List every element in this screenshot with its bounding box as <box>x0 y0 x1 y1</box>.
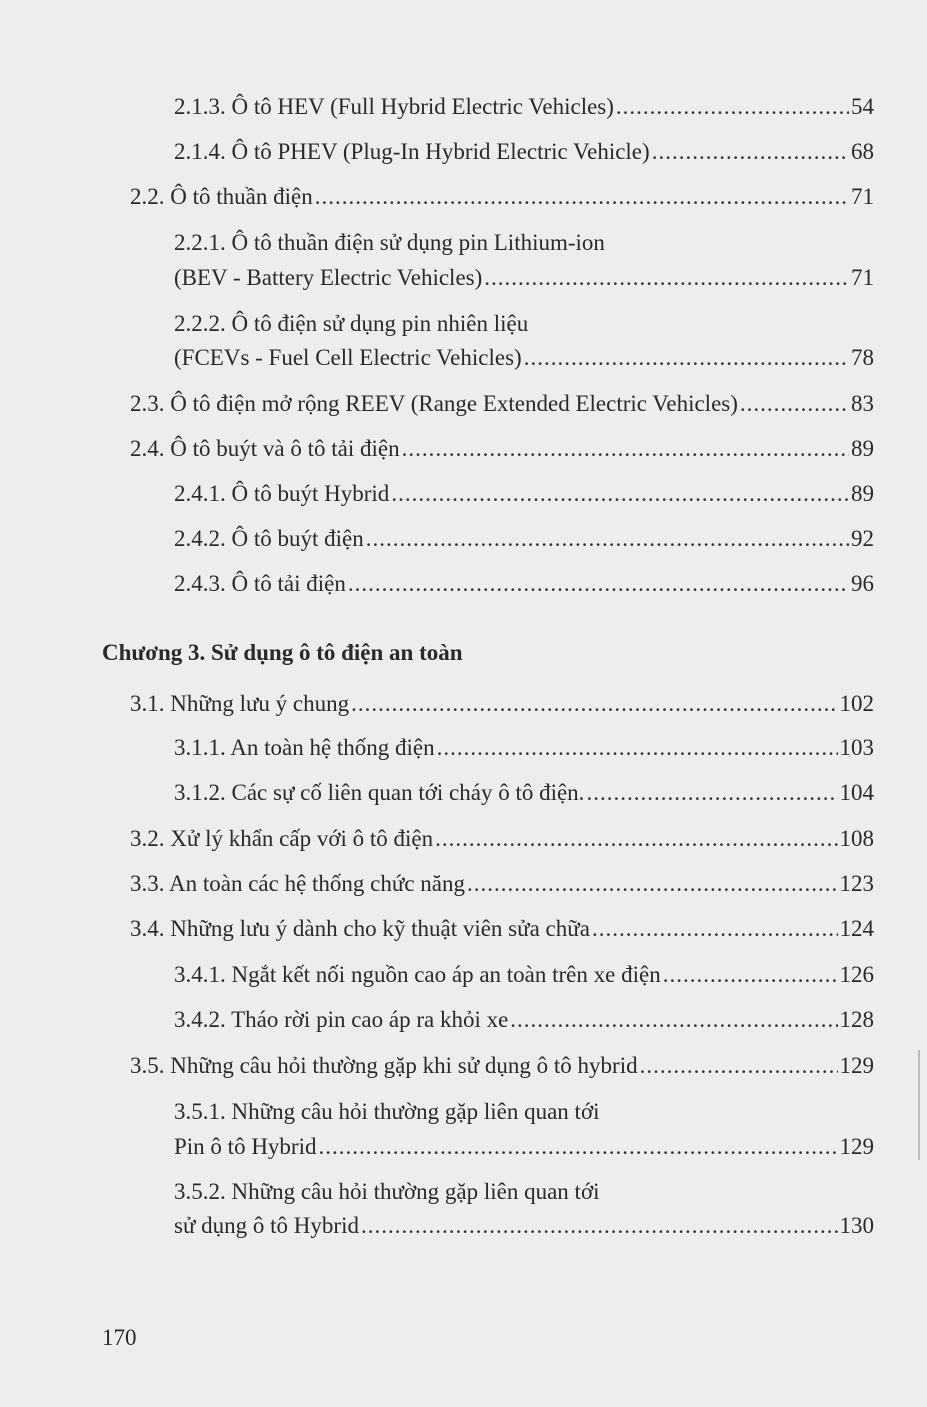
toc-entry-3-1 <box>130 689 874 719</box>
dot-leader <box>348 569 849 599</box>
dot-leader <box>315 182 849 212</box>
toc-entry-page: 71 <box>851 265 874 290</box>
dot-leader <box>740 389 849 419</box>
dot-leader <box>318 1132 837 1162</box>
toc-entry-page: 128 <box>839 1007 874 1032</box>
dot-leader <box>437 733 838 763</box>
toc-entry-page: 130 <box>839 1213 874 1238</box>
toc-entry-page: 129 <box>839 1053 874 1078</box>
toc-entry-title: (BEV - Battery Electric Vehicles) <box>174 265 483 290</box>
toc-entry-title-line1: Ô tô điện sử dụng pin nhiên liệu <box>231 311 529 336</box>
dot-leader <box>652 137 849 167</box>
toc-entry-title: sử dụng ô tô Hybrid <box>174 1213 359 1238</box>
toc-entry-number: 2.4. <box>130 436 165 461</box>
toc-entry-number: 3.1.2. <box>174 780 226 805</box>
toc-entry-2-2-1 <box>174 263 874 293</box>
toc-entry-2-4-1 <box>174 479 874 509</box>
toc-entry-number: 2.2. <box>130 184 165 209</box>
toc-entry-number: 3.4.1. <box>174 962 226 987</box>
toc-entry-title-line1: Những câu hỏi thường gặp liên quan tới <box>231 1099 600 1124</box>
toc-entry-number: 2.2.1. <box>174 230 226 255</box>
toc-entry-page: 68 <box>851 139 874 164</box>
toc-entry-number: 3.2. <box>130 826 165 851</box>
toc-entry-3-4 <box>130 914 874 944</box>
toc-entry-page: 96 <box>851 571 874 596</box>
page-edge-mark <box>918 1050 920 1160</box>
toc-entry-page: 54 <box>851 94 874 119</box>
toc-entry-3-5-2-line1 <box>174 1177 600 1207</box>
toc-entry-3-2 <box>130 824 874 854</box>
dot-leader <box>435 824 837 854</box>
toc-entry-number: 3.1.1. <box>174 735 226 760</box>
toc-entry-2-2-2-line1 <box>174 309 528 339</box>
toc-entry-page: 89 <box>851 481 874 506</box>
toc-entry-number: 3.5.1. <box>174 1099 226 1124</box>
dot-leader <box>402 434 849 464</box>
toc-entry-title: Ngắt kết nối nguồn cao áp an toàn trên xe điện <box>231 962 661 987</box>
toc-entry-page: 78 <box>851 345 874 370</box>
toc-entry-title: An toàn hệ thống điện <box>230 735 435 760</box>
toc-entry-2-4-3 <box>174 569 874 599</box>
toc-entry-page: 102 <box>839 691 874 716</box>
toc-entry-page: 103 <box>839 735 874 760</box>
toc-entry-number: 2.4.3. <box>174 571 226 596</box>
toc-entry-title: Xử lý khẩn cấp với ô tô điện <box>170 826 434 851</box>
toc-entry-title: Những lưu ý chung <box>170 691 350 716</box>
toc-entry-title: Ô tô tải điện <box>231 571 346 596</box>
toc-entry-title: Ô tô thuần điện <box>170 184 313 209</box>
toc-entry-number: 2.3. <box>130 391 165 416</box>
toc-entry-title: Những câu hỏi thường gặp khi sử dụng ô tô hybrid <box>170 1053 638 1078</box>
toc-entry-number: 2.1.4. <box>174 139 226 164</box>
toc-entry-3-4-2 <box>174 1005 874 1035</box>
dot-leader <box>616 92 849 122</box>
toc-entry-2-2-1-line1 <box>174 228 605 258</box>
toc-entry-number: 2.2.2. <box>174 311 226 336</box>
toc-entry-title: Ô tô HEV (Full Hybrid Electric Vehicles) <box>231 94 614 119</box>
chapter-heading: Chương 3. Sử dụng ô tô điện an toàn <box>102 640 463 665</box>
dot-leader <box>663 960 838 990</box>
toc-entry-title: Pin ô tô Hybrid <box>174 1134 317 1159</box>
toc-entry-title: Ô tô PHEV (Plug-In Hybrid Electric Vehicle) <box>231 139 650 164</box>
dot-leader <box>467 869 837 899</box>
toc-entry-page: 123 <box>839 871 874 896</box>
toc-entry-title: Tháo rời pin cao áp ra khỏi xe <box>231 1007 509 1032</box>
toc-entry-number: 3.4.2. <box>174 1007 226 1032</box>
toc-entry-page: 124 <box>839 916 874 941</box>
dot-leader <box>524 343 849 373</box>
toc-entry-number: 3.3. <box>130 871 165 896</box>
toc-entry-2-3 <box>130 389 874 419</box>
toc-entry-page: 92 <box>851 526 874 551</box>
toc-entry-title: Những lưu ý dành cho kỹ thuật viên sửa chữa <box>170 916 590 941</box>
dot-leader <box>351 689 837 719</box>
toc-entry-title: Các sự cố liên quan tới cháy ô tô điện. <box>231 780 585 805</box>
toc-entry-number: 3.4. <box>130 916 165 941</box>
toc-entry-page: 83 <box>851 391 874 416</box>
toc-entry-number: 3.5.2. <box>174 1179 226 1204</box>
toc-entry-title: Ô tô điện mở rộng REEV (Range Extended Electric Vehicles) <box>170 391 738 416</box>
toc-entry-page: 108 <box>839 826 874 851</box>
toc-entry-number: 3.1. <box>130 691 165 716</box>
toc-entry-2-4 <box>130 434 874 464</box>
toc-entry-2-2-2 <box>174 343 874 373</box>
page-number: 170 <box>102 1325 137 1350</box>
dot-leader <box>366 524 849 554</box>
toc-entry-page: 104 <box>839 780 874 805</box>
toc-entry-3-5 <box>130 1051 874 1081</box>
toc-entry-page: 126 <box>839 962 874 987</box>
dot-leader <box>361 1211 838 1241</box>
toc-entry-page: 89 <box>851 436 874 461</box>
toc-entry-title-line1: Những câu hỏi thường gặp liên quan tới <box>231 1179 600 1204</box>
toc-entry-3-5-1-line1 <box>174 1097 600 1127</box>
toc-entry-number: 2.4.2. <box>174 526 226 551</box>
toc-entry-3-4-1 <box>174 960 874 990</box>
toc-entry-3-1-1 <box>174 733 874 763</box>
toc-entry-2-4-2 <box>174 524 874 554</box>
toc-entry-title: Ô tô buýt Hybrid <box>231 481 390 506</box>
toc-entry-2-1-4 <box>174 137 874 167</box>
dot-leader <box>586 778 837 808</box>
toc-entry-number: 3.5. <box>130 1053 165 1078</box>
dot-leader <box>510 1005 837 1035</box>
toc-entry-3-5-1 <box>174 1132 874 1162</box>
toc-entry-title: Ô tô buýt và ô tô tải điện <box>170 436 400 461</box>
dot-leader <box>640 1051 838 1081</box>
toc-entry-3-5-2 <box>174 1211 874 1241</box>
toc-entry-number: 2.4.1. <box>174 481 226 506</box>
toc-entry-page: 129 <box>839 1134 874 1159</box>
toc-entry-number: 2.1.3. <box>174 94 226 119</box>
toc-entry-title: An toàn các hệ thống chức năng <box>168 871 466 896</box>
toc-entry-title: (FCEVs - Fuel Cell Electric Vehicles) <box>174 345 522 370</box>
toc-entry-3-3 <box>130 869 874 899</box>
toc-entry-page: 71 <box>851 184 874 209</box>
toc-entry-title: Ô tô buýt điện <box>231 526 364 551</box>
dot-leader <box>592 914 838 944</box>
toc-entry-2-1-3 <box>174 92 874 122</box>
dot-leader <box>391 479 849 509</box>
toc-entry-3-1-2 <box>174 778 874 808</box>
toc-entry-title-line1: Ô tô thuần điện sử dụng pin Lithium-ion <box>231 230 605 255</box>
toc-entry-2-2 <box>130 182 874 212</box>
dot-leader <box>484 263 849 293</box>
